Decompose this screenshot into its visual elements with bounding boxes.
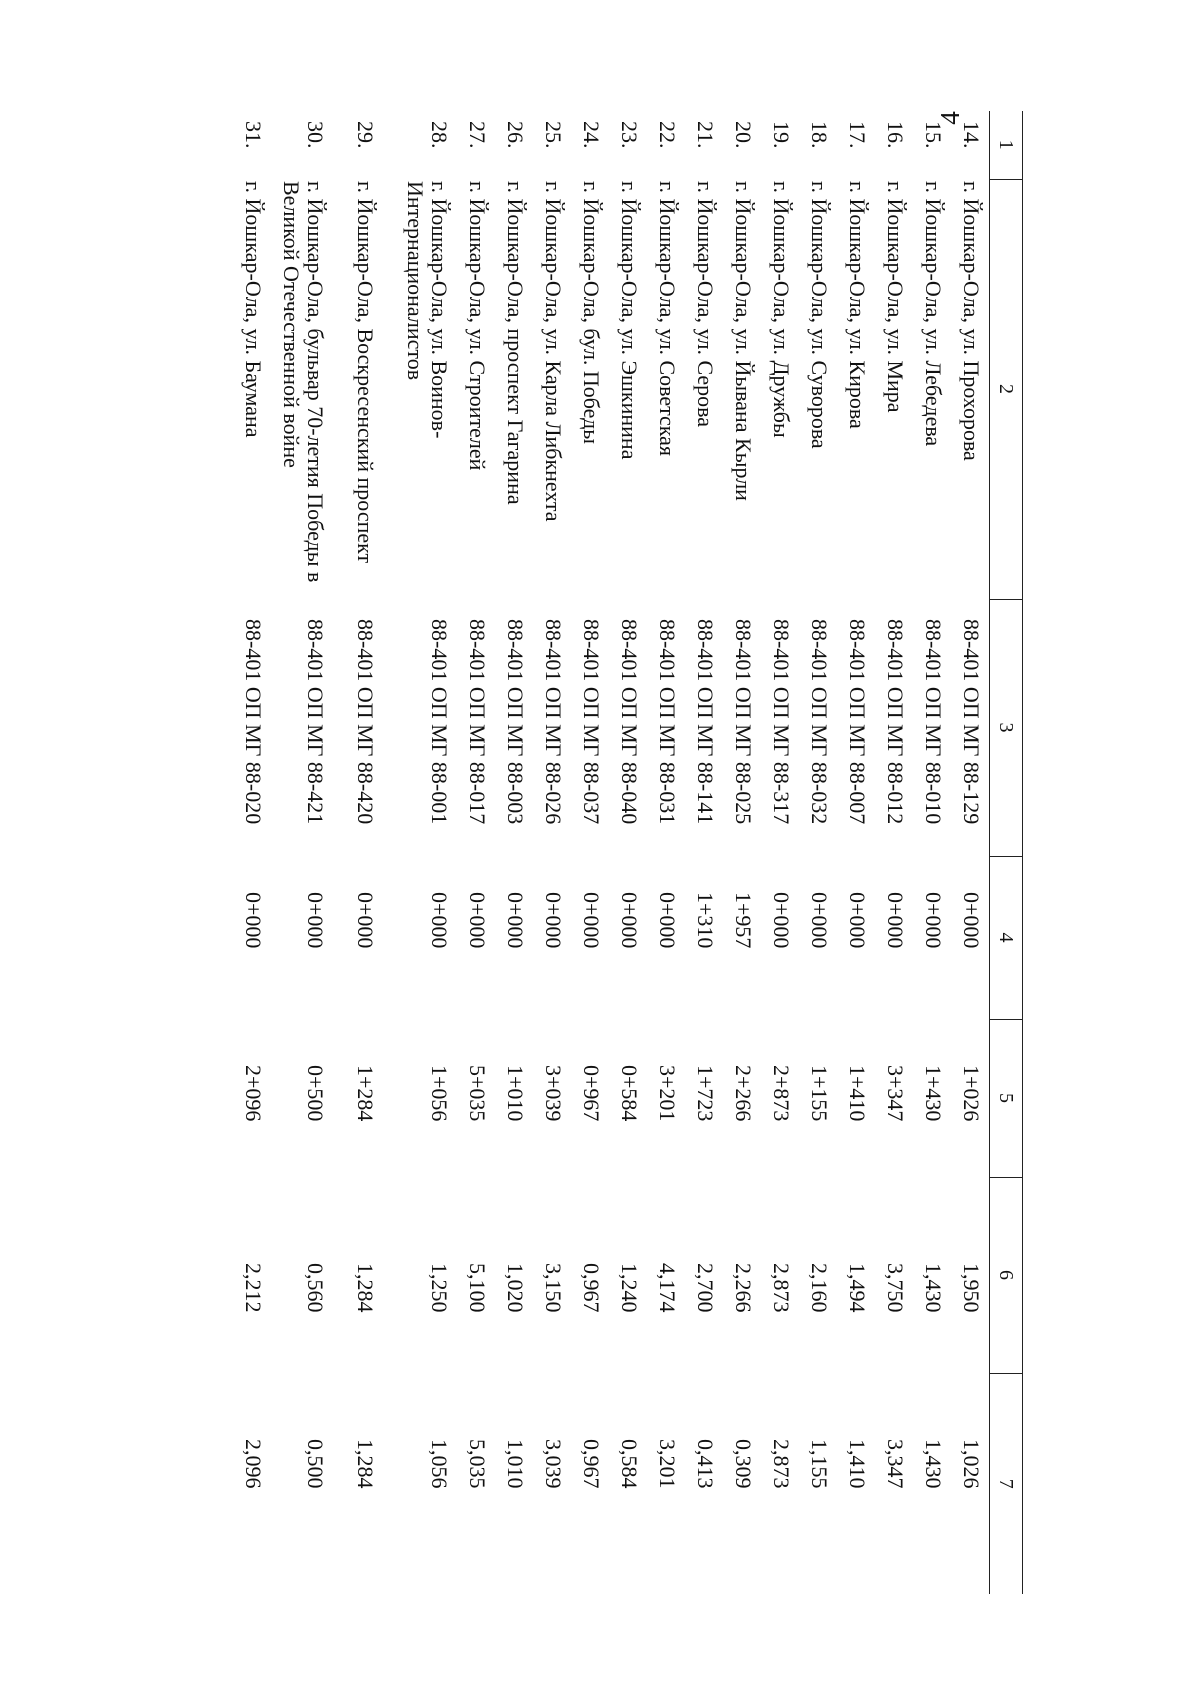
table-row (271, 111, 333, 1594)
end-km: 2+873 (769, 1065, 794, 1122)
row-number: 27. (465, 121, 490, 149)
coverage-length: 0,413 (693, 1439, 718, 1489)
table-row (761, 111, 799, 1594)
start-km: 0+000 (921, 892, 946, 949)
road-code: 88-401 ОП МГ 88-031 (655, 619, 680, 825)
road-length: 3,150 (541, 1263, 566, 1313)
table-row (799, 111, 837, 1594)
table-row (457, 111, 495, 1594)
start-km: 0+000 (353, 892, 378, 949)
end-km: 3+347 (883, 1065, 908, 1122)
road-name: г. Йошкар-Ола, бульвар 70-летия Победы в Великой Отечественной войне (279, 181, 328, 583)
table-row (609, 111, 647, 1594)
coverage-length: 0,500 (303, 1439, 328, 1489)
coverage-length: 3,039 (541, 1439, 566, 1489)
row-number: 15. (921, 121, 946, 149)
table-row (647, 111, 685, 1594)
road-name: г. Йошкар-Ола, ул. Дружбы (769, 181, 794, 438)
road-name: г. Йошкар-Ола, ул. Карла Либкнехта (541, 181, 566, 522)
table-row (837, 111, 875, 1594)
end-km: 5+035 (465, 1065, 490, 1122)
road-length: 4,174 (655, 1263, 680, 1313)
road-length: 1,250 (427, 1263, 452, 1313)
road-length: 0,560 (303, 1263, 328, 1313)
coverage-length: 1,010 (503, 1439, 528, 1489)
coverage-length: 1,410 (845, 1439, 870, 1489)
table-body (233, 111, 990, 1594)
road-length: 1,284 (353, 1263, 378, 1313)
table-row (495, 111, 533, 1594)
end-km: 1+155 (807, 1065, 832, 1122)
start-km: 1+310 (693, 892, 718, 949)
table-row (913, 111, 951, 1594)
end-km: 0+500 (303, 1065, 328, 1122)
start-km: 0+000 (241, 892, 266, 949)
coverage-length: 2,096 (241, 1439, 266, 1489)
table-row (685, 111, 723, 1594)
road-code: 88-401 ОП МГ 88-421 (303, 619, 328, 825)
start-km: 0+000 (655, 892, 680, 949)
row-number: 22. (655, 121, 680, 149)
coverage-length: 3,201 (655, 1439, 680, 1489)
coverage-length: 1,430 (921, 1439, 946, 1489)
road-length: 2,266 (731, 1263, 756, 1313)
table-row (571, 111, 609, 1594)
start-km: 0+000 (769, 892, 794, 949)
road-code: 88-401 ОП МГ 88-317 (769, 619, 794, 825)
row-number: 31. (241, 121, 266, 149)
coverage-length: 5,035 (465, 1439, 490, 1489)
road-name: г. Йошкар-Ола, проспект Гагарина (503, 181, 528, 505)
road-name: г. Йошкар-Ола, ул. Строителей (465, 181, 490, 471)
road-name: г. Йошкар-Ола, ул. Эшкинина (617, 181, 642, 460)
table-header (990, 111, 1023, 1594)
coverage-length: 3,347 (883, 1439, 908, 1489)
end-km: 0+967 (579, 1065, 604, 1122)
column-header-6: 6 (990, 1177, 1023, 1373)
end-km: 0+584 (617, 1065, 642, 1122)
road-length: 3,750 (883, 1263, 908, 1313)
coverage-length: 1,284 (353, 1439, 378, 1489)
road-name: г. Йошкар-Ола, ул. Суворова (807, 181, 832, 449)
road-code: 88-401 ОП МГ 88-129 (959, 619, 984, 825)
road-length: 1,494 (845, 1263, 870, 1313)
column-header-2: 2 (990, 179, 1023, 599)
road-code: 88-401 ОП МГ 88-037 (579, 619, 604, 825)
end-km: 1+723 (693, 1065, 718, 1122)
coverage-length: 1,056 (427, 1439, 452, 1489)
table-row (875, 111, 913, 1594)
start-km: 0+000 (883, 892, 908, 949)
road-code: 88-401 ОП МГ 88-012 (883, 619, 908, 825)
road-length: 1,950 (959, 1263, 984, 1313)
road-code: 88-401 ОП МГ 88-040 (617, 619, 642, 825)
road-name: г. Йошкар-Ола, ул. Кирова (845, 181, 870, 429)
road-length: 5,100 (465, 1263, 490, 1313)
table-row (333, 111, 383, 1594)
row-number: 24. (579, 121, 604, 149)
end-km: 1+010 (503, 1065, 528, 1122)
coverage-length: 2,873 (769, 1439, 794, 1489)
start-km: 0+000 (503, 892, 528, 949)
road-length: 2,160 (807, 1263, 832, 1313)
row-number: 17. (845, 121, 870, 149)
road-length: 0,967 (579, 1263, 604, 1313)
road-length: 2,700 (693, 1263, 718, 1313)
row-number: 21. (693, 121, 718, 149)
row-number: 25. (541, 121, 566, 149)
row-number: 16. (883, 121, 908, 149)
road-code: 88-401 ОП МГ 88-020 (241, 619, 266, 825)
road-length: 1,240 (617, 1263, 642, 1313)
row-number: 14. (959, 121, 984, 149)
end-km: 2+266 (731, 1065, 756, 1122)
road-code: 88-401 ОП МГ 88-001 (427, 619, 452, 825)
table-row (951, 111, 990, 1594)
table-row (233, 111, 271, 1594)
roads-table-rotated (226, 111, 1023, 1594)
column-header-3: 3 (990, 599, 1023, 856)
roads-table (233, 111, 1023, 1594)
start-km: 0+000 (845, 892, 870, 949)
road-name: г. Йошкар-Ола, ул. Советская (655, 181, 680, 457)
start-km: 1+957 (731, 892, 756, 949)
coverage-length: 1,026 (959, 1439, 984, 1489)
start-km: 0+000 (541, 892, 566, 949)
column-header-1: 1 (990, 111, 1023, 179)
coverage-length: 0,967 (579, 1439, 604, 1489)
column-header-4: 4 (990, 856, 1023, 1019)
end-km: 1+026 (959, 1065, 984, 1122)
road-code: 88-401 ОП МГ 88-017 (465, 619, 490, 825)
row-number: 28. (427, 121, 452, 149)
end-km: 1+430 (921, 1065, 946, 1122)
coverage-length: 1,155 (807, 1439, 832, 1489)
column-header-5: 5 (990, 1019, 1023, 1177)
table-row (533, 111, 571, 1594)
road-code: 88-401 ОП МГ 88-025 (731, 619, 756, 825)
road-name: г. Йошкар-Ола, ул. Серова (693, 181, 718, 428)
row-number: 20. (731, 121, 756, 149)
row-number: 26. (503, 121, 528, 149)
start-km: 0+000 (959, 892, 984, 949)
road-length: 1,430 (921, 1263, 946, 1313)
row-number: 29. (353, 121, 378, 149)
road-code: 88-401 ОП МГ 88-420 (353, 619, 378, 825)
coverage-length: 0,309 (731, 1439, 756, 1489)
road-code: 88-401 ОП МГ 88-032 (807, 619, 832, 825)
row-number: 19. (769, 121, 794, 149)
road-name: г. Йошкар-Ола, ул. Мира (883, 181, 908, 413)
road-name: г. Йошкар-Ола, ул. Лебедева (921, 181, 946, 447)
road-name: г. Йошкар-Ола, ул. Йывана Кырли (731, 181, 756, 501)
header-row (990, 111, 1023, 1594)
road-name: г. Йошкар-Ола, ул. Воинов-Интернационалистов (403, 181, 452, 439)
start-km: 0+000 (807, 892, 832, 949)
table-row (383, 111, 457, 1594)
coverage-length: 0,584 (617, 1439, 642, 1489)
page-number: 4 (934, 111, 965, 125)
road-code: 88-401 ОП МГ 88-007 (845, 619, 870, 825)
row-number: 23. (617, 121, 642, 149)
road-code: 88-401 ОП МГ 88-141 (693, 619, 718, 825)
column-header-7: 7 (990, 1373, 1023, 1594)
start-km: 0+000 (579, 892, 604, 949)
row-number: 30. (303, 121, 328, 149)
road-code: 88-401 ОП МГ 88-026 (541, 619, 566, 825)
end-km: 1+056 (427, 1065, 452, 1122)
table-row (723, 111, 761, 1594)
end-km: 2+096 (241, 1065, 266, 1122)
road-code: 88-401 ОП МГ 88-010 (921, 619, 946, 825)
start-km: 0+000 (303, 892, 328, 949)
road-name: г. Йошкар-Ола, ул. Баумана (241, 181, 266, 438)
row-number: 18. (807, 121, 832, 149)
road-code: 88-401 ОП МГ 88-003 (503, 619, 528, 825)
road-length: 2,873 (769, 1263, 794, 1313)
road-length: 1,020 (503, 1263, 528, 1313)
end-km: 1+284 (353, 1065, 378, 1122)
end-km: 1+410 (845, 1065, 870, 1122)
road-length: 2,212 (241, 1263, 266, 1313)
end-km: 3+201 (655, 1065, 680, 1122)
end-km: 3+039 (541, 1065, 566, 1122)
start-km: 0+000 (465, 892, 490, 949)
start-km: 0+000 (427, 892, 452, 949)
road-name: г. Йошкар-Ола, бул. Победы (579, 181, 604, 445)
road-name: г. Йошкар-Ола, ул. Прохорова (959, 181, 984, 461)
start-km: 0+000 (617, 892, 642, 949)
road-name: г. Йошкар-Ола, Воскресенский проспект (353, 181, 378, 564)
